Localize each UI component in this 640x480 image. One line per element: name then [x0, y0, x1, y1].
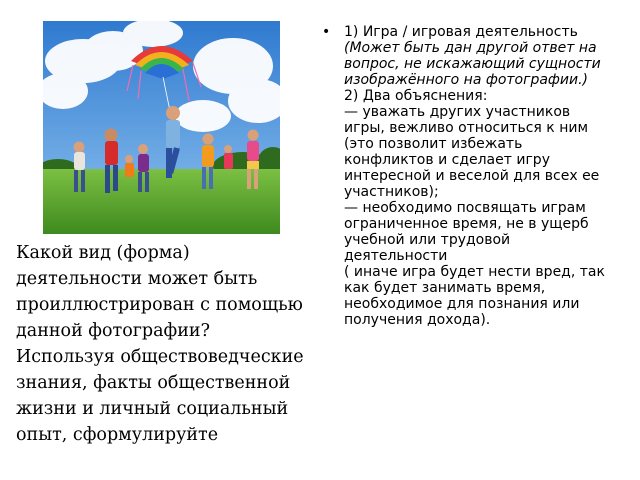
explanation-2: — необходимо посвящать играм ограниченное время, не в ущерб учебной или трудовой деятельности: [344, 200, 589, 264]
answer-item: [322, 24, 610, 328]
answer-point-1: 1) Игра / игровая деятельность: [344, 24, 578, 40]
children-playing-photo: [43, 21, 280, 234]
question-text: Какой вид (форма) деятельности может быть проиллюстрирован с помощью данной фотографии? Используя обществоведческие знания, факты общественной жизни и личный социальный опыт, сформулируйте: [16, 243, 304, 445]
explanation-3: ( иначе игра будет нести вред, так как будет занимать время, необходимое для познания или получения дохода).: [344, 264, 605, 328]
explanation-1: — уважать других участников игры, вежливо относиться к ним (это позволит избежать конфликтов и сделает игру интересной и веселой для всех ее участников);: [344, 104, 600, 200]
answer-list: [322, 24, 610, 328]
answer-note: (Может быть дан другой ответ на вопрос, не искажающий сущности изображённого на фотографии.): [344, 40, 601, 88]
photo-illustration: [43, 21, 280, 234]
bullet-icon: •: [322, 24, 331, 40]
answer-point-2: 2) Два объяснения:: [344, 88, 488, 104]
